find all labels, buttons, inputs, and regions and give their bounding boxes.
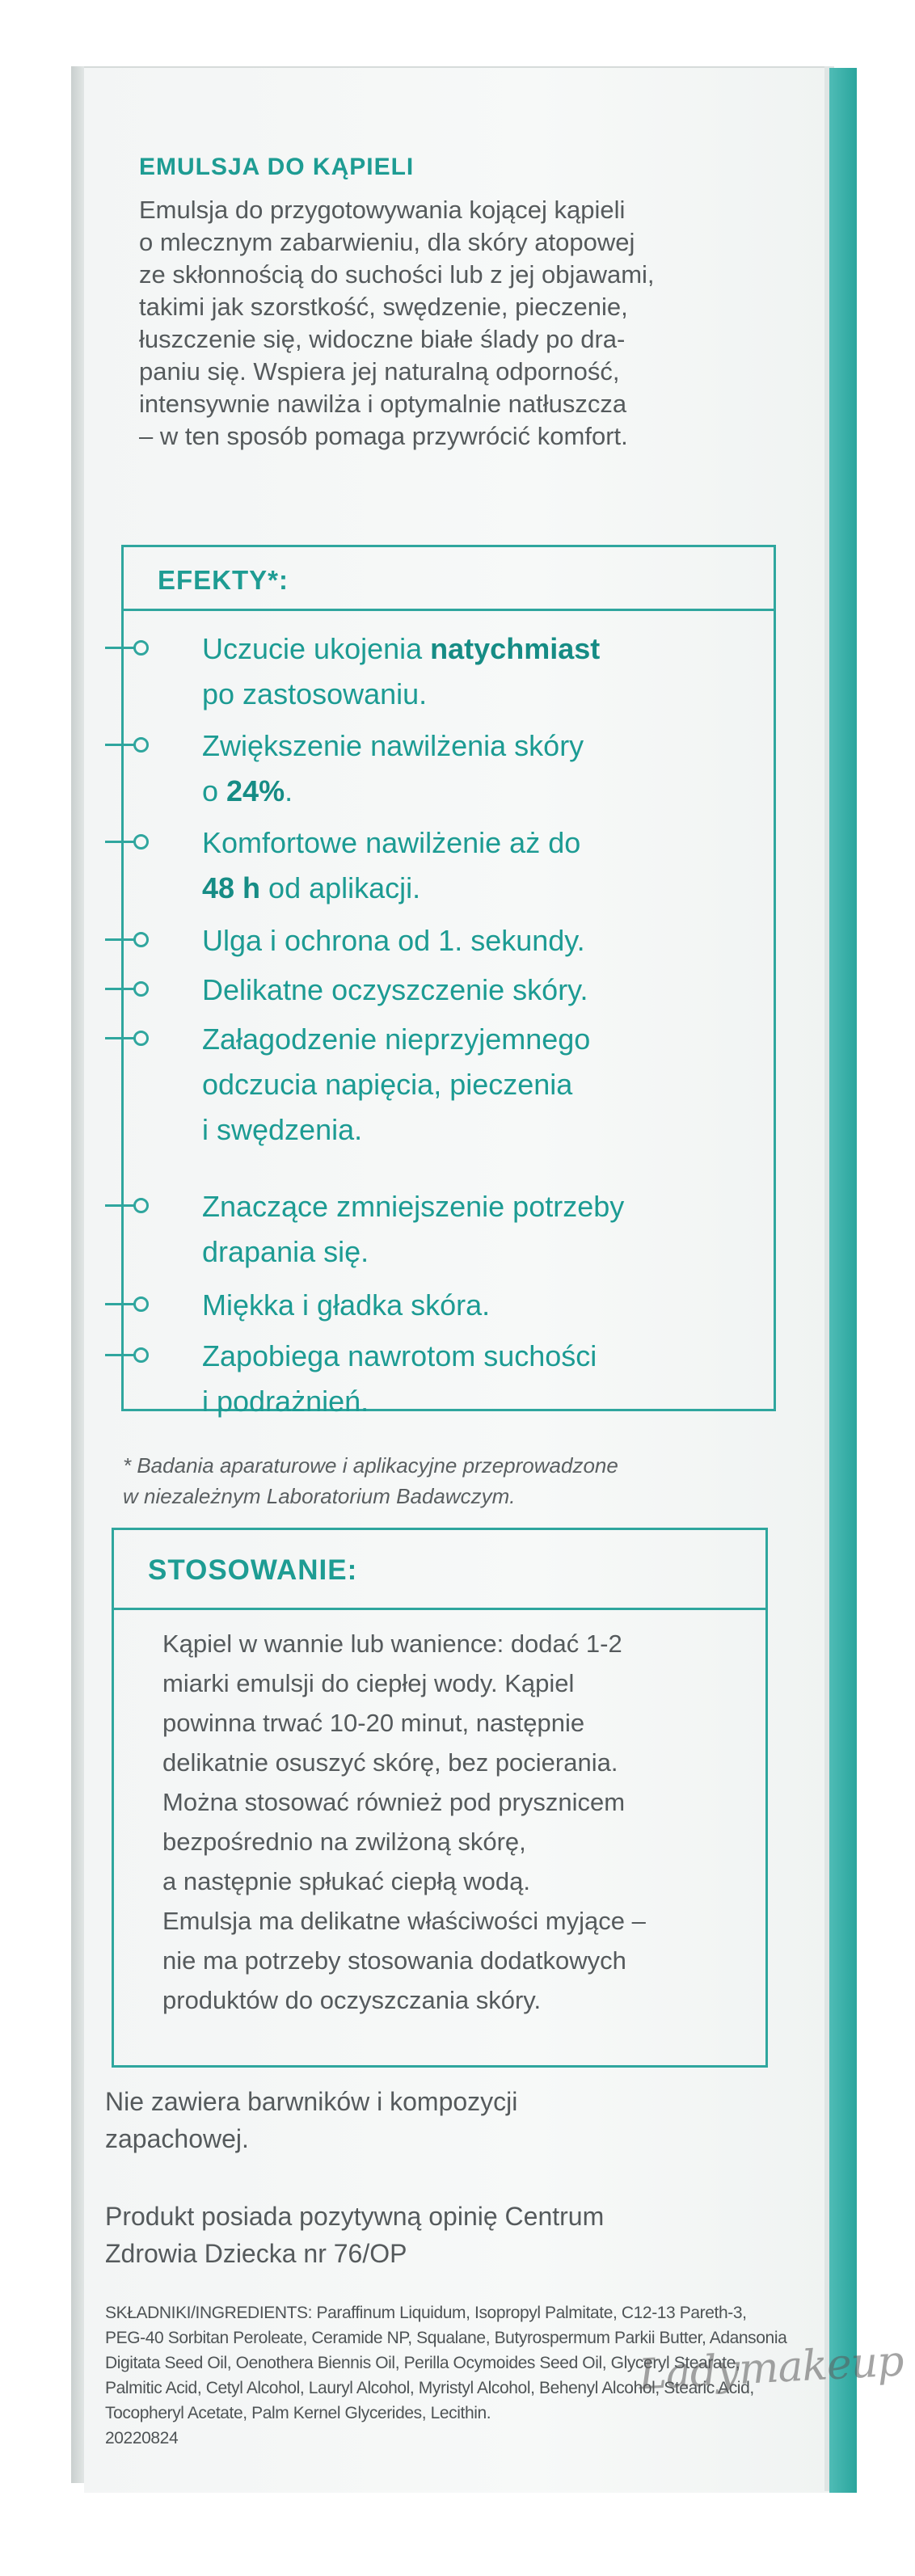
- description-line: ze skłonnością do suchości lub z jej objawami,: [139, 260, 655, 289]
- no-dyes-note: Nie zawiera barwników i kompozycji zapachowej.: [105, 2087, 518, 2153]
- effects-heading: EFEKTY*:: [158, 565, 289, 595]
- bullet-icon: [105, 938, 141, 941]
- effects-divider: [124, 609, 774, 611]
- effects-footnote: * Badania aparaturowe i aplikacyjne przeprowadzone w niezależnym Laboratorium Badawczym.: [123, 1453, 618, 1508]
- description-line: o mlecznym zabarwieniu, dla skóry atopowej: [139, 228, 635, 256]
- product-description: [139, 194, 802, 453]
- bullet-icon: [105, 647, 141, 649]
- bullet-icon: [105, 1037, 141, 1039]
- product-box-photo: EMULSJA DO KĄPIELI Emulsja do przygotowywania kojącej kąpieli o mlecznym zabarwieniu, dla skóry atopowej ze skłonnością do suchości lub z jej objawami, takimi jak szorstkość, swędzenie, pieczenie, łuszczenie się, widoczne białe ślady po dra- paniu się. Wspiera jej naturalną odporność, intensywnie nawilża i optymalnie natłuszcza – w ten sposób pomaga przywrócić komfort. EFEKTY*: Uczucie ukojenia natychmiast po zastosowaniu. Zwiększenie nawilżenia skóry o 24%. Komfortowe nawilżenie aż do 48 h od aplikacji. Ulga i ochrona od 1. sekundy. Delikatne oczyszczenie skóry. Załagodzenie nieprzyjemnego odczucia napięcia, pieczenia i swędzenia. Znaczące zmniejszenie potrzeby drapania się. Miękka i gładka skóra. Zapobiega nawrotom suchości i podrażnień. * Badania aparaturowe i aplikacyjne przeprowadzone w niezależnym Laboratorium Badawczym. STOSOWANIE: Kąpiel w wannie lub wanience: dodać 1-2 miarki emulsji do ciepłej wody. Kąpiel powinna trwać 10-20 minut, następnie delikatnie osuszyć skórę, bez pocierania. Można stosować również pod prysznicem bezpośrednio na zwilżoną skórę, a następnie spłukać ciepłą wodą. Emulsja ma delikatne właściwości myjące – nie ma potrzeby stosowania dodatkowych produktów do oczyszczania skóry. Nie zawiera barwników i kompozycji zapachowej. Produkt posiada pozytywną opinię Centrum Zdrowia Dziecka nr 76/OP SKŁADNIKI/INGREDIENTS: Paraffinum Liquidum, Isopropyl Palmitate, C12-13 Pareth-3, PEG-40 Sorbitan Peroleate, Ceramide NP, Squalane, Butyrospermum Parkii Butter, Adansonia Digitata Seed Oil, Oenothera Biennis Oil, Perilla Ocymoides Seed Oil, Glyceryl Stearate, Palmitic Acid, Cetyl Alcohol, Lauryl Alcohol, Myristyl Alcohol, Behenyl Alcohol, Stearic Acid, Tocopheryl Acetate, Palm Kernel Glycerides, Lecithin. 20220824 Ladymakeup: [0, 0, 915, 2576]
- bullet-icon: [105, 1303, 141, 1305]
- usage-heading: STOSOWANIE:: [148, 1554, 358, 1586]
- bullet-icon: [105, 1204, 141, 1207]
- ingredients-list: SKŁADNIKI/INGREDIENTS: Paraffinum Liquidum, Isopropyl Palmitate, C12-13 Pareth-3, PEG-40 Sorbitan Peroleate, Ceramide NP, Squalane, Butyrospermum Parkii Butter, Adansonia Digitata Seed Oil, Oenothera Biennis Oil, Perilla Ocymoides Seed Oil, Glyceryl Stearate, Palmitic Acid, Cetyl Alcohol, Lauryl Alcohol, Myristyl Alcohol, Behenyl Alcohol, Stearic Acid, Tocopheryl Acetate, Palm Kernel Glycerides, Lecithin. 20220824: [105, 2304, 787, 2447]
- description-line: – w ten sposób pomaga przywrócić komfort.: [139, 422, 628, 450]
- description-line: łuszczenie się, widoczne białe ślady po dra-: [139, 325, 626, 353]
- bullet-icon: [105, 988, 141, 990]
- description-line: takimi jak szorstkość, swędzenie, pieczenie,: [139, 293, 628, 321]
- description-line: Emulsja do przygotowywania kojącej kąpieli: [139, 196, 626, 224]
- usage-panel: [112, 1528, 768, 2068]
- opinion-note: Produkt posiada pozytywną opinię Centrum Zdrowia Dziecka nr 76/OP: [105, 2202, 605, 2268]
- bullet-icon: [105, 744, 141, 746]
- description-line: intensywnie nawilża i optymalnie natłuszcza: [139, 390, 627, 418]
- usage-text: Kąpiel w wannie lub wanience: dodać 1-2 miarki emulsji do ciepłej wody. Kąpiel powinna trwać 10-20 minut, następnie delikatnie osuszyć skórę, bez pocierania. Można stosować również pod prysznicem bezpośrednio na zwilżoną skórę, a następnie spłukać ciepłą wodą. Emulsja ma delikatne właściwości myjące – nie ma potrzeby stosowania dodatkowych produktów do oczyszczania skóry.: [162, 1629, 646, 2014]
- box-side-teal: [829, 68, 857, 2493]
- product-title: EMULSJA DO KĄPIELI: [139, 154, 415, 180]
- bullet-icon: [105, 1354, 141, 1356]
- watermark-logo: Ladymakeup: [637, 2337, 904, 2400]
- bullet-icon: [105, 841, 141, 843]
- description-line: paniu się. Wspiera jej naturalną odporność,: [139, 357, 620, 386]
- usage-divider: [114, 1608, 765, 1610]
